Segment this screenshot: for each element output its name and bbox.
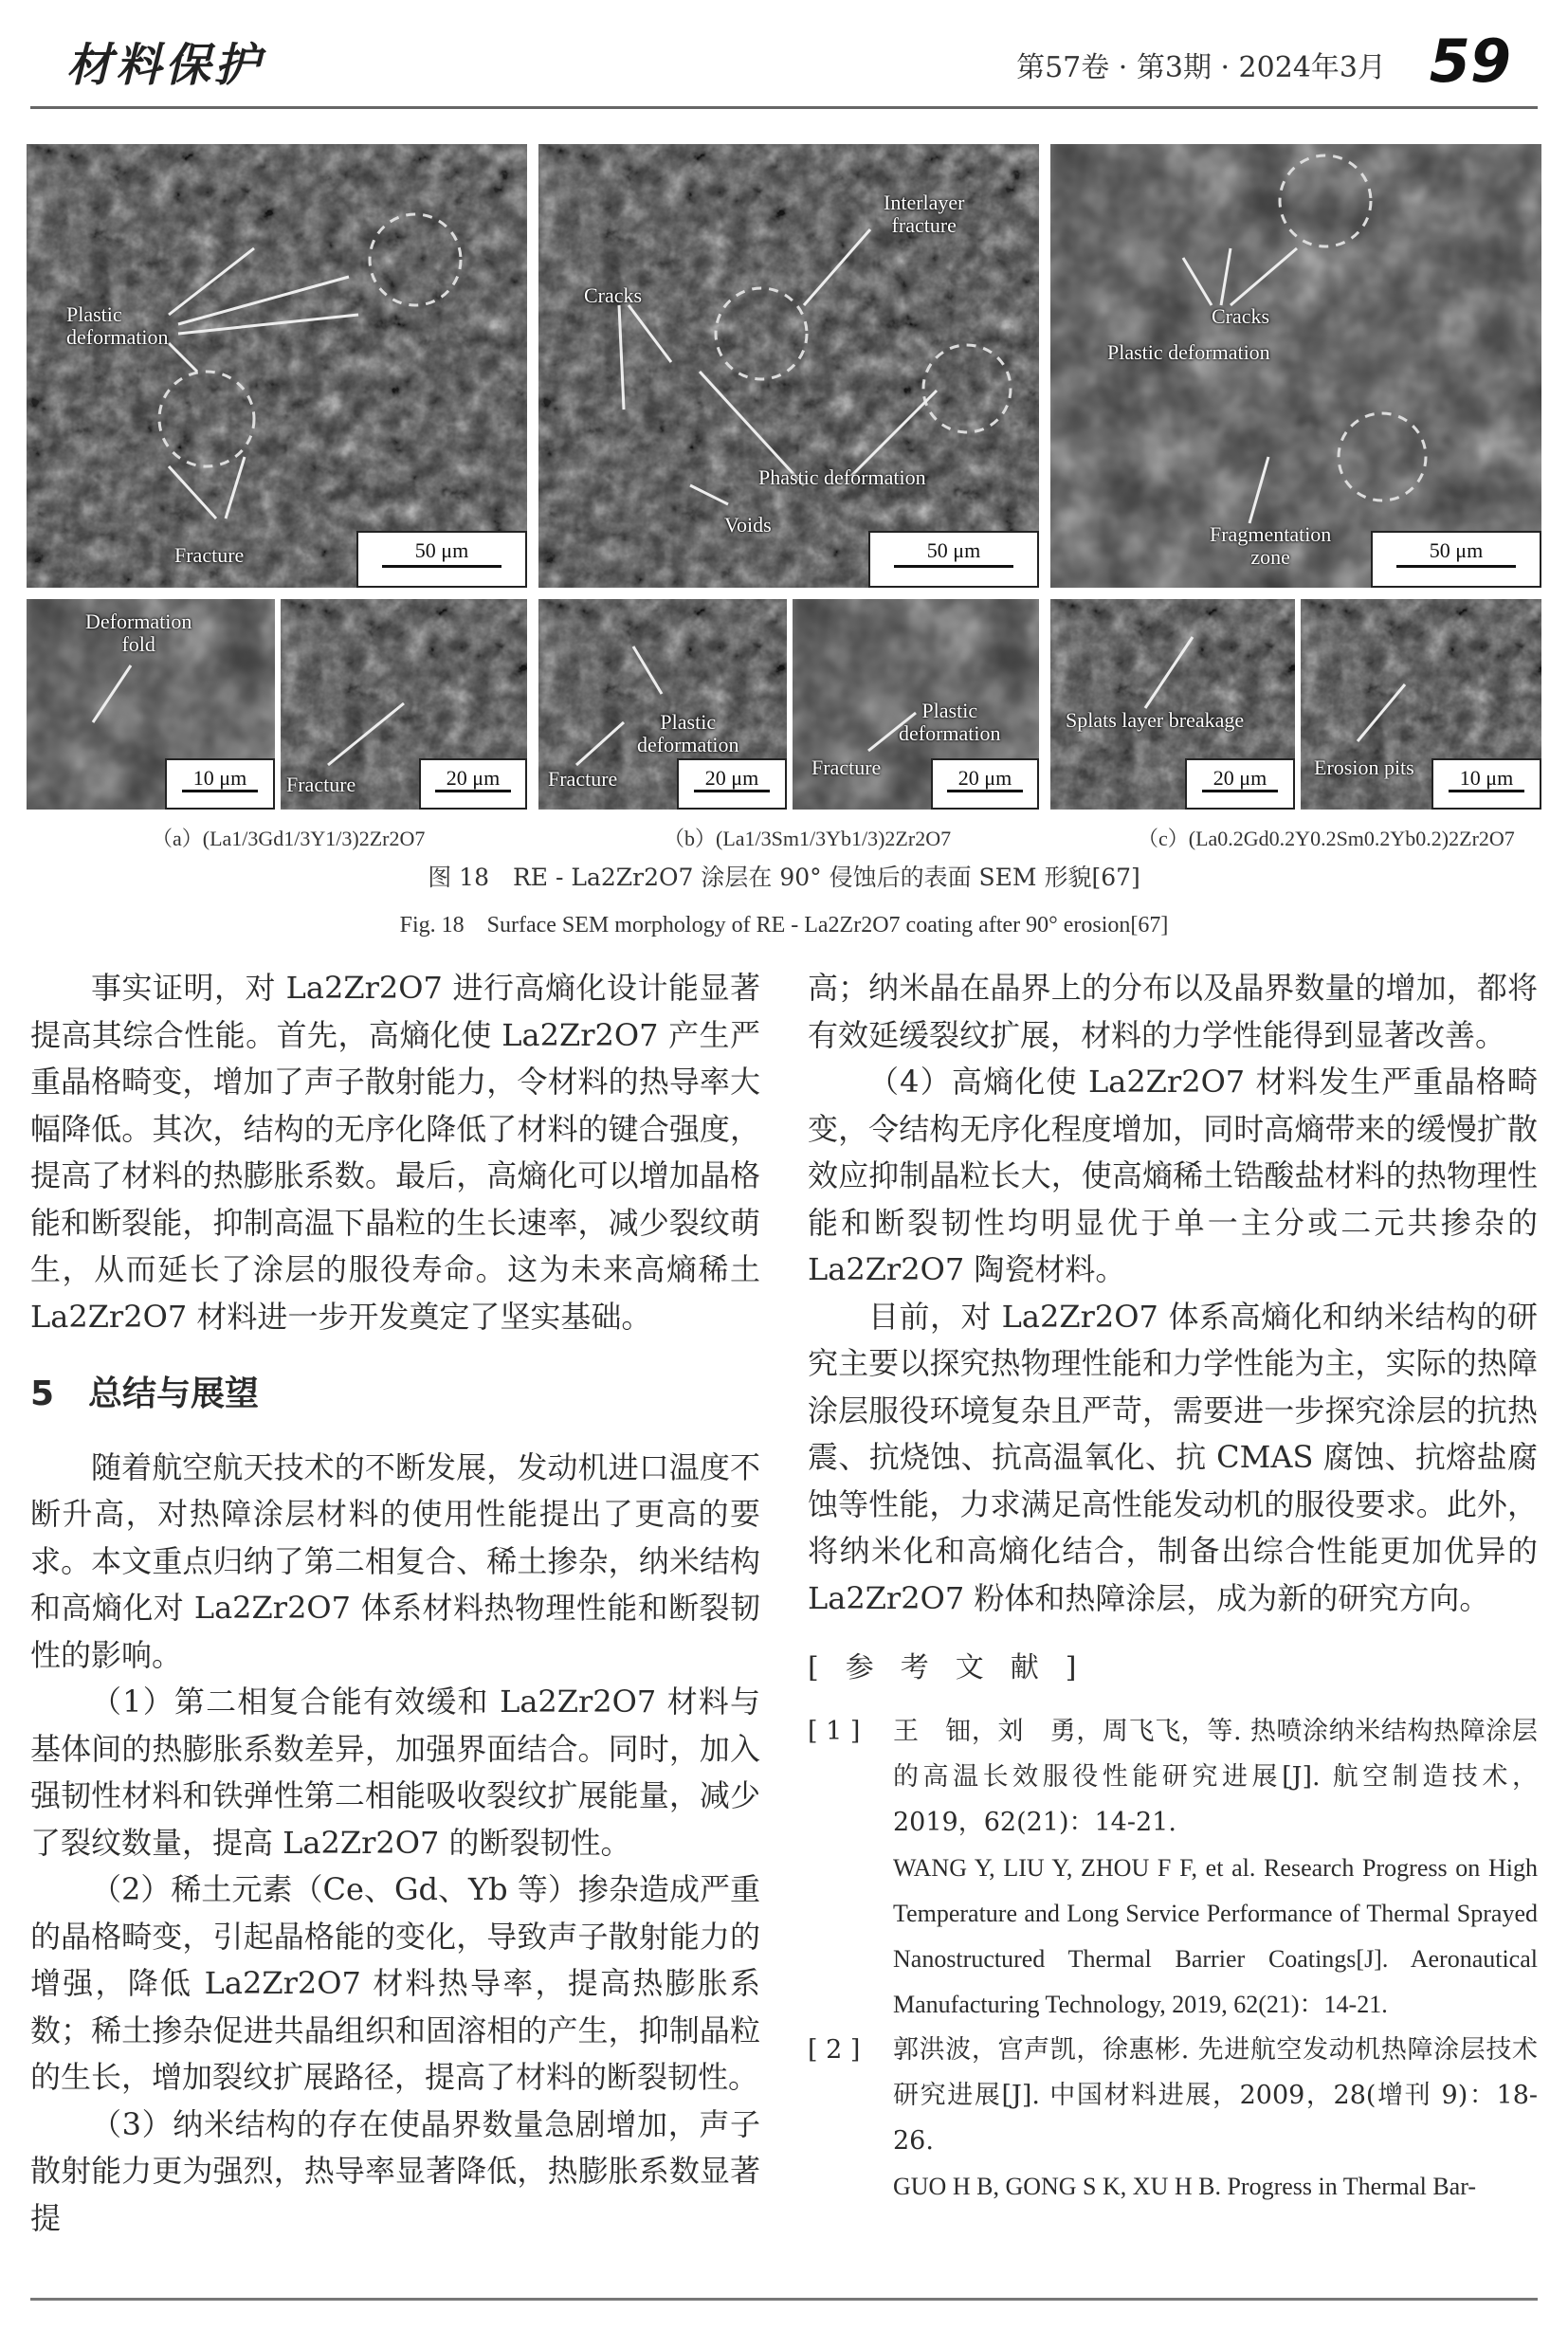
reference-text-en: GUO H B, GONG S K, XU H B. Progress in Thermal Bar- xyxy=(893,2172,1477,2200)
sem-panel-c2 xyxy=(1301,599,1541,810)
sem-panel-b2 xyxy=(793,599,1039,810)
scale-bar: 20 μm xyxy=(931,758,1039,810)
issue-info: 第57卷 · 第3期 · 2024年3月 xyxy=(1016,51,1386,84)
scale-bar: 20 μm xyxy=(677,758,787,810)
figure-caption-cn: 图 18 RE - La2Zr2O7 涂层在 90° 侵蚀后的表面 SEM 形貌[67] xyxy=(428,864,1140,891)
sem-panel-c1 xyxy=(1050,599,1295,810)
footer-rule xyxy=(30,2298,1538,2301)
paragraph: 高；纳米晶在晶界上的分布以及晶界数量的增加，都将有效延缓裂纹扩展，材料的力学性能得到显著改善。 xyxy=(808,970,1538,1053)
reference-text-en: WANG Y, LIU Y, ZHOU F F, et al. Research Progress on High Temperature and Long Service Performance of Thermal Sprayed Nanostructured Thermal Barrier Coatings[J]. Aeronautical Manufacturing Technology, 2019, 62(21)：14-21. xyxy=(893,1853,1538,2018)
paragraph: （1）第二相复合能有效缓和 La2Zr2O7 材料与基体间的热膨胀系数差异，加强界面结合。同时，加入强韧性材料和铁弹性第二相能吸收裂纹扩展能量，减少了裂纹数量，提高 La2Zr2O7 的断裂韧性。 xyxy=(30,1684,760,1861)
label-erosion-pits: Erosion pits xyxy=(1314,755,1414,779)
page-number: 59 xyxy=(1429,27,1511,96)
paragraph: （4）高熵化使 La2Zr2O7 材料发生严重晶格畸变，令结构无序化程度增加，同时高熵带来的缓慢扩散效应抑制晶粒长大，使高熵稀土锆酸盐材料的热物理性能和断裂韧性均明显优于单一主分或二元共掺杂的 La2Zr2O7 陶瓷材料。 xyxy=(808,1064,1538,1287)
reference-item xyxy=(808,1709,1538,2028)
paragraph: 事实证明，对 La2Zr2O7 进行高熵化设计能显著提高其综合性能。首先，高熵化使 La2Zr2O7 产生严重晶格畸变，增加了声子散射能力，令材料的热导率大幅降低。其次，结构的无序化降低了材料的键合强度，提高了材料的热膨胀系数。最后，高熵化可以增加晶格能和断裂能，抑制高温下晶粒的生长速率，减少裂纹萌生，从而延长了涂层的服役寿命。这为未来高熵稀土 La2Zr2O7 材料进一步开发奠定了坚实基础。 xyxy=(30,970,760,1335)
scale-bar: 20 μm xyxy=(1185,758,1295,810)
paragraph: 随着航空航天技术的不断发展，发动机进口温度不断升高，对热障涂层材料的使用性能提出了更高的要求。本文重点归纳了第二相复合、稀土掺杂，纳米结构和高熵化对 La2Zr2O7 体系材料热物理性能和断裂韧性的影响。 xyxy=(30,1448,760,1673)
reference-number: [ 1 ] xyxy=(808,1716,861,1746)
label-plastic-deformation: Plastic deformation xyxy=(637,710,739,756)
label-fracture: Fracture xyxy=(286,773,356,796)
header-rule xyxy=(30,106,1538,109)
sem-panel-a xyxy=(27,144,527,588)
subcaption-c: （c）(La0.2Gd0.2Y0.2Sm0.2Yb0.2)2Zr2O7 xyxy=(1138,827,1515,850)
reference-text-cn: 王 钿，刘 勇，周飞飞，等. 热喷涂纳米结构热障涂层的高温长效服役性能研究进展[J]. 航空制造技术，2019，62(21)：14-21. xyxy=(893,1716,1538,1837)
journal-logo: 材料保护 xyxy=(66,39,264,92)
reference-text-cn: 郭洪波，宫声凯，徐惠彬. 先进航空发动机热障涂层技术研究进展[J]. 中国材料进展，2009，28(增刊 9)：18-26. xyxy=(893,2034,1538,2156)
scale-bar: 10 μm xyxy=(1431,758,1541,810)
sem-panel-b1 xyxy=(538,599,787,810)
reference-number: [ 2 ] xyxy=(808,2034,861,2065)
scale-bar: 50 μm xyxy=(1371,531,1541,588)
paragraph: （3）纳米结构的存在使晶界数量急剧增加，声子散射能力更为强烈，热导率显著降低，热膨胀系数显著提 xyxy=(30,2105,760,2236)
sem-panel-a2 xyxy=(281,599,527,810)
scale-bar: 10 μm xyxy=(165,758,275,810)
label-phastic-deformation: Phastic deformation xyxy=(758,465,926,489)
label-fracture: Fracture xyxy=(548,767,618,791)
scale-bar: 50 μm xyxy=(868,531,1039,588)
subcaption-b: （b）(La1/3Sm1/3Yb1/3)2Zr2O7 xyxy=(664,827,952,850)
paragraph: （2）稀土元素（Ce、Gd、Yb 等）掺杂造成严重的晶格畸变，引起晶格能的变化，导致声子散射能力的增强，降低 La2Zr2O7 材料热导率，提高热膨胀系数；稀土掺杂促进共晶组织和固溶相的产生，抑制晶粒的生长，增加裂纹扩展路径，提高了材料的断裂韧性。 xyxy=(30,1871,760,2095)
paragraph: 目前，对 La2Zr2O7 体系高熵化和纳米结构的研究主要以探究热物理性能和力学性能为主，实际的热障涂层服役环境复杂且严苛，需要进一步探究涂层的抗热震、抗烧蚀、抗高温氧化、抗 CMAS 腐蚀、抗熔盐腐蚀等性能，力求满足高性能发动机的服役要求。此外，将纳米化和高熵化结合，制备出综合性能更加优异的 La2Zr2O7 粉体和热障涂层，成为新的研究方向。 xyxy=(808,1298,1538,1616)
label-cracks-c: Cracks xyxy=(1212,304,1270,328)
subcaption-a: （a）(La1/3Gd1/3Y1/3)2Zr2O7 xyxy=(152,827,426,850)
label-voids: Voids xyxy=(724,513,772,537)
label-splats-layer-breakage: Splats layer breakage xyxy=(1066,708,1245,732)
label-interlayer-fracture: Interlayer fracture xyxy=(884,191,965,237)
label-fracture: Fracture xyxy=(811,755,882,779)
scale-bar: 20 μm xyxy=(419,758,527,810)
references-heading: [参考文献] xyxy=(808,1651,1103,1684)
figure-18 xyxy=(27,144,1541,811)
label-plastic-deformation-c: Plastic deformation xyxy=(1107,340,1270,364)
label-plastic-deformation: Plastic deformation xyxy=(66,302,169,349)
label-deformation-fold: Deformation fold xyxy=(85,610,192,656)
label-plastic-deformation: Plastic deformation xyxy=(899,699,1001,745)
reference-item xyxy=(808,2028,1538,2210)
left-column xyxy=(30,965,760,2242)
sem-panel-b xyxy=(538,144,1039,588)
figure-caption-en: Fig. 18 Surface SEM morphology of RE - La2Zr2O7 coating after 90° erosion[67] xyxy=(399,913,1169,937)
sem-panel-c xyxy=(1050,144,1541,588)
label-fragmentation-zone: Fragmentation zone xyxy=(1210,522,1332,569)
sem-panel-a1 xyxy=(27,599,275,810)
right-column xyxy=(808,965,1538,2210)
label-fracture: Fracture xyxy=(174,543,245,567)
label-cracks: Cracks xyxy=(584,283,643,307)
scale-bar: 50 μm xyxy=(356,531,527,588)
section-heading: 5 总结与展望 xyxy=(30,1374,260,1413)
page-header xyxy=(30,27,1538,102)
